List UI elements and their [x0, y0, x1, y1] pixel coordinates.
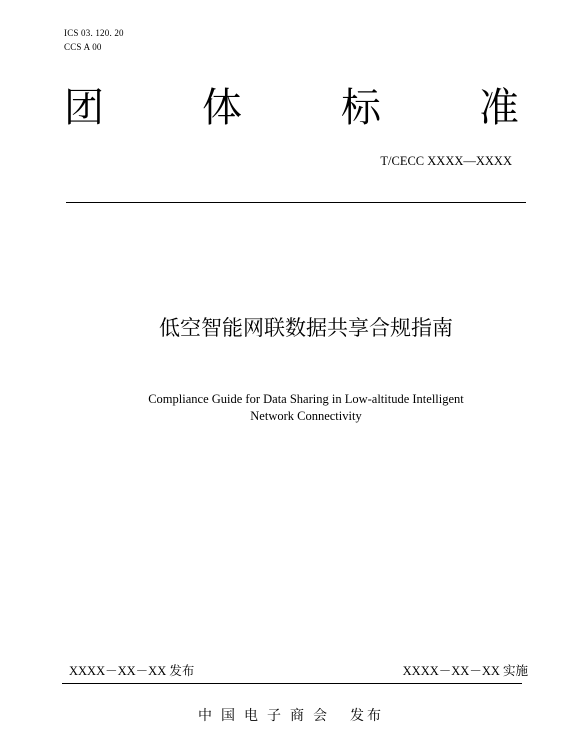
header-char-ti: 体 — [202, 85, 242, 131]
implementation-date: XXXX－XX－XX 实施 — [402, 664, 528, 678]
publisher-name: 中国电子商会 — [198, 708, 336, 724]
footer-divider — [62, 683, 522, 684]
ics-code: ICS 03. 120. 20 — [64, 28, 124, 38]
document-title-english-line-2: Network Connectivity — [250, 409, 362, 423]
publisher-suffix: 发布 — [350, 708, 384, 724]
header-char-zhun: 准 — [479, 85, 519, 131]
issue-date: XXXX－XX－XX 发布 — [69, 664, 195, 678]
publisher-line — [0, 705, 582, 725]
header-divider — [66, 202, 526, 203]
standard-number: T/CECC XXXX—XXXX — [380, 154, 512, 168]
header-char-biao: 标 — [341, 85, 381, 131]
document-title-chinese: 低空智能网联数据共享合规指南 — [159, 316, 453, 340]
ccs-code: CCS A 00 — [64, 42, 102, 52]
document-title-english-line-1: Compliance Guide for Data Sharing in Low-altitude Intelligent — [148, 392, 464, 406]
header-char-tuan: 团 — [64, 85, 104, 131]
